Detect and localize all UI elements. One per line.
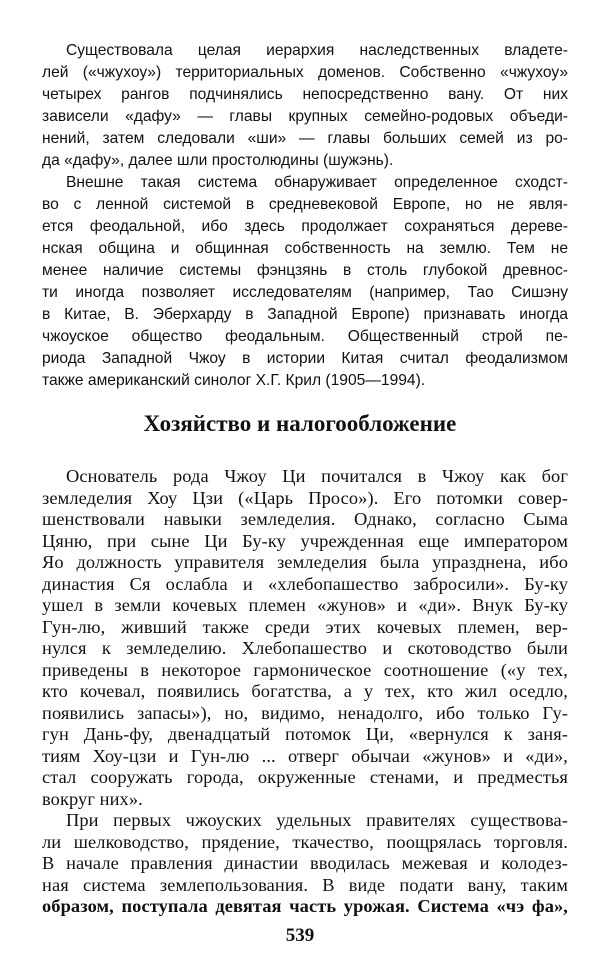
text-line: нская община и общинная собственность на землю. Тем не: [42, 240, 568, 257]
text-line: чжоуское общество феодальным. Общественный строй пе-: [42, 328, 568, 345]
text-line: менее наличие системы фэнцзянь в столь глубокой древнос-: [42, 262, 568, 279]
text-line: В начале правления династии вводилась межевая и колодез-: [42, 853, 568, 874]
text-line: нений, затем следовали «ши» — главы больших семей из ро-: [42, 130, 568, 147]
text-line: Цяню, при сыне Ци Бу-ку учрежденная еще императором: [42, 530, 568, 551]
text-line: нулся к земледелию. Хлебопашество и скотоводство были: [42, 638, 568, 659]
text-line: При первых чжоуских удельных правителях существова-: [66, 810, 568, 831]
text-line: кто кочевал, появились богатства, а у тех, кто жил оседло,: [42, 681, 568, 702]
text-line: четырех рангов подчинялись непосредственно вану. От них: [42, 86, 568, 103]
text-line: ная система землепользования. В виде подати вану, таким: [42, 874, 568, 895]
text-line: Основатель рода Чжоу Ци почитался в Чжоу как бог: [66, 466, 568, 486]
text-line: также американский синолог Х.Г. Крил (1905—1994).: [42, 372, 426, 389]
text-line: да «дафу», далее шли простолюдины (шужэнь).: [42, 152, 394, 169]
text-line: образом, поступала девятая часть урожая. Система «чэ фа»,: [42, 896, 568, 917]
text-line: тиям Хоу-цзи и Гун-лю ... отверг обычаи «жунов» и «ди»,: [42, 745, 568, 766]
text-line: Яо должность управителя земледелия была упразднена, ибо: [42, 552, 568, 573]
text-line: лей («чжухоу») территориальных доменов. Собственно «чжухоу»: [42, 64, 568, 81]
text-line: династия Ся ослабла и «хлебопашество забросили». Бу-ку: [42, 573, 568, 594]
text-line: земледелия Хоу Цзи («Царь Просо»). Его потомки совер-: [42, 487, 568, 508]
text-line: вокруг них».: [42, 788, 143, 809]
text-line: ется феодальной, ибо здесь продолжает сохраняться дереве-: [42, 218, 568, 235]
text-line: шенствовали навыки земледелия. Однако, согласно Сыма: [42, 509, 568, 530]
text-line: ли шелководство, прядение, ткачество, поощрялась торговля.: [42, 831, 568, 852]
text-line: появились запасы»), но, видимо, ненадолго, ибо только Гу-: [42, 702, 568, 723]
text-line: приведены в некоторое гармоническое соотношение («у тех,: [42, 659, 568, 680]
page-number: 539: [285, 925, 315, 946]
text-line: Внешне такая система обнаруживает определенное сходст-: [66, 174, 568, 191]
text-line: гун Дань-фу, двенадцатый потомок Ци, «вернулся к заня-: [42, 724, 568, 745]
text-line: во с ленной системой в средневековой Европе, но не явля-: [42, 196, 568, 213]
text-line: Гун-лю, живший также среди этих кочевых племен, вер-: [42, 616, 568, 637]
text-line: ти иногда позволяет исследователям (например, Тао Сишэну: [42, 284, 568, 301]
text-line: стал сооружать города, окруженные стенами, и предместья: [42, 767, 568, 788]
section-heading: Хозяйство и налогообложение: [143, 411, 457, 436]
text-line: зависели «дафу» — главы крупных семейно-родовых объеди-: [42, 108, 568, 125]
text-line: ушел в земли кочевых племен «жунов» и «ди». Внук Бу-ку: [42, 595, 568, 616]
text-line: риода Западной Чжоу в истории Китая считал феодализмом: [42, 350, 568, 367]
text-line: в Китае, В. Эберхарду в Западной Европе) признавать иногда: [42, 306, 568, 323]
text-line: Существовала целая иерархия наследственных владете-: [66, 42, 568, 59]
